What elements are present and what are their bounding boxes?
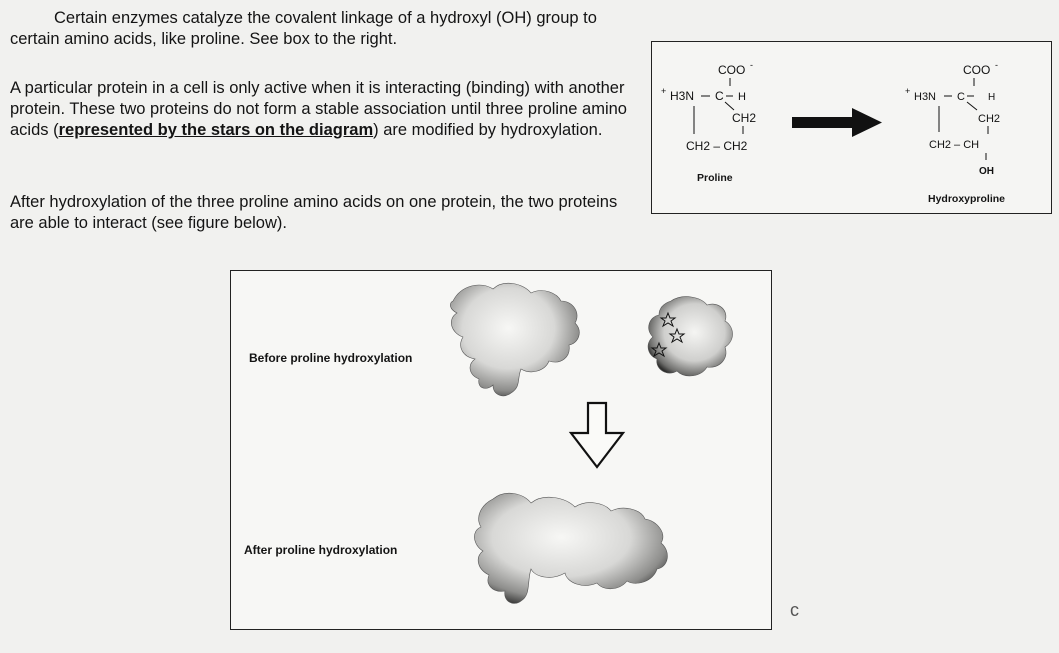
proline-caption: Proline <box>697 172 733 184</box>
proline-hydrogen: H <box>738 91 746 103</box>
hydroxyproline-ring-bottom: CH2 – CH <box>929 139 980 151</box>
proline-structure <box>661 60 756 153</box>
hydroxyproline-carboxyl: COO <box>963 63 991 77</box>
paragraph-2-text-a: A particular protein in a cell is only active when it is interacting (binding) with another protein. These two proteins do not form a stable association until three proline amino acids ( <box>10 79 627 139</box>
hydroxyproline-hydrogen: H <box>988 92 996 103</box>
protein-complex-after <box>474 493 667 603</box>
proline-bond-c-ch2 <box>725 102 734 110</box>
proline-ch2-right: CH2 <box>732 111 757 125</box>
down-arrow-icon <box>571 403 623 467</box>
proline-ring-bottom: CH2 – CH2 <box>686 139 748 153</box>
proline-plus: + <box>661 86 667 96</box>
protein-b-before <box>648 297 732 376</box>
label-after-hydroxylation: After proline hydroxylation <box>244 543 398 557</box>
hydroxyproline-amine: H3N <box>914 91 937 103</box>
paragraph-1: Certain enzymes catalyze the covalent linkage of a hydroxyl (OH) group to certain amino acids, like proline. See box to the right. <box>10 9 597 48</box>
proline-charge: - <box>750 60 753 70</box>
reaction-arrow <box>792 108 882 137</box>
protein-figure-graphic <box>231 271 773 631</box>
protein-a-before <box>450 283 579 396</box>
proline-alpha-carbon: C <box>715 89 724 103</box>
hydroxyproline-hydroxyl: OH <box>979 166 994 177</box>
hydroxyproline-structure <box>905 60 1000 177</box>
hydroxyproline-ch2-right: CH2 <box>978 113 1001 125</box>
stray-pen-mark: c <box>790 600 799 620</box>
proline-carboxyl: COO <box>718 63 746 77</box>
chemistry-box <box>651 41 1052 214</box>
paragraph-2-emphasis: represented by the stars on the diagram <box>58 121 374 139</box>
hydroxyproline-alpha-carbon: C <box>957 91 965 103</box>
paragraph-3: After hydroxylation of the three proline amino acids on one protein, the two proteins are able to interact (see figure below). <box>10 193 618 232</box>
hydroxyproline-plus: + <box>905 86 911 96</box>
paragraph-2 <box>10 78 640 141</box>
hydroxyproline-caption: Hydroxyproline <box>928 193 1006 205</box>
protein-figure <box>230 270 772 630</box>
hydroxyproline-bond-c-ch2 <box>967 102 977 110</box>
hydroxyproline-charge: - <box>995 60 998 70</box>
paragraph-2-text-b: ) are modified by hydroxylation. <box>373 121 603 139</box>
proline-amine: H3N <box>670 89 695 103</box>
reaction-diagram <box>652 42 1053 215</box>
label-before-hydroxylation: Before proline hydroxylation <box>249 351 413 365</box>
